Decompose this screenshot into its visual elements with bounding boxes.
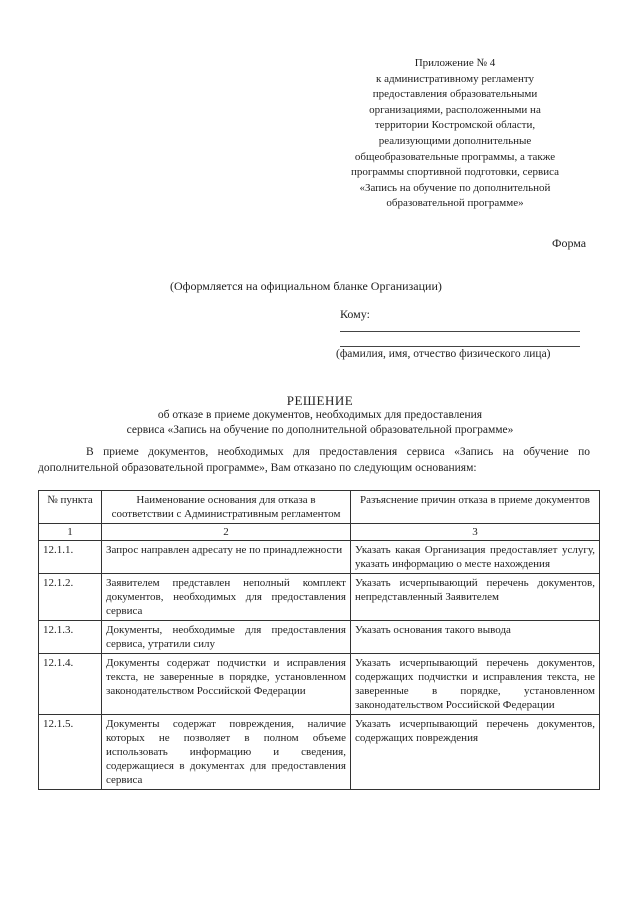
recipient-line [340, 331, 580, 332]
row-reason: Заявителем представлен неполный комплект документов, необходимых для предоставления сервиса [102, 574, 351, 621]
appendix-line: общеобразовательные программы, а также [354, 150, 556, 163]
row-explanation: Указать исчерпывающий перечень документов, содержащих повреждения [351, 715, 600, 790]
appendix-line: организациями, расположенными на [369, 103, 541, 116]
row-explanation: Указать исчерпывающий перечень документов, содержащих подчистки и исправления текста, не заверенные в порядке, установленном законодательством Российской Федерации [351, 654, 600, 715]
table-row [39, 654, 600, 715]
table-row [39, 621, 600, 654]
decision-title: РЕШЕНИЕ [286, 393, 354, 408]
index-cell: 2 [102, 524, 351, 541]
decision-subtitle [60, 408, 580, 438]
table-row [39, 715, 600, 790]
index-cell: 1 [39, 524, 102, 541]
appendix-line: территории Костромской области, [374, 119, 536, 132]
row-reason: Документы содержат подчистки и исправления текста, не заверенные в порядке, установленном законодательством Российской Федерации [102, 654, 351, 715]
appendix-line: реализующими дополнительные [378, 134, 532, 147]
header-explanation: Разъяснение причин отказа в приеме документов [351, 491, 600, 524]
recipient-line [340, 346, 580, 347]
table-header-row [39, 491, 600, 524]
appendix-line: к административному регламенту [376, 72, 534, 85]
row-reason: Документы, необходимые для предоставления сервиса, утратили силу [102, 621, 351, 654]
index-cell: 3 [351, 524, 600, 541]
row-number: 12.1.5. [39, 715, 102, 790]
row-explanation: Указать какая Организация предоставляет услугу, указать информацию о месте нахождения [351, 541, 600, 574]
recipient-label: Кому: [340, 307, 370, 321]
row-number: 12.1.2. [39, 574, 102, 621]
header-reason: Наименование основания для отказа в соответствии с Административным регламентом [102, 491, 351, 524]
appendix-line: Приложение № 4 [414, 57, 496, 69]
row-reason: Запрос направлен адресату не по принадлежности [102, 541, 351, 574]
blank-note: (Оформляется на официальном бланке Организации) [170, 279, 442, 293]
decision-subtitle-line: сервиса «Запись на обучение по дополнительной образовательной программе» [126, 424, 514, 436]
table-row [39, 541, 600, 574]
table-row [39, 574, 600, 621]
recipient-fio-hint: (фамилия, имя, отчество физического лица) [336, 348, 551, 360]
appendix-line: программы спортивной подготовки, сервиса [350, 166, 560, 179]
appendix-line: «Запись на обучение по дополнительной [359, 181, 551, 194]
row-number: 12.1.3. [39, 621, 102, 654]
row-reason: Документы содержат повреждения, наличие которых не позволяет в полном объеме использовать информацию и сведения, содержащиеся в документах для предоставления сервиса [102, 715, 351, 790]
form-label: Форма [552, 236, 587, 250]
appendix-line: образовательной программе» [386, 197, 524, 210]
intro-paragraph: В приеме документов, необходимых для предоставления сервиса «Запись на обучение по дополнительной образовательной программе», Вам отказано по следующим основаниям: [38, 446, 590, 474]
decision-subtitle-line: об отказе в приеме документов, необходимых для предоставления [157, 409, 483, 421]
row-explanation: Указать основания такого вывода [351, 621, 600, 654]
appendix-line: предоставления образовательными [372, 88, 538, 101]
appendix-header [340, 56, 570, 212]
row-number: 12.1.1. [39, 541, 102, 574]
row-explanation: Указать исчерпывающий перечень документов, непредставленный Заявителем [351, 574, 600, 621]
refusal-reasons-table [38, 490, 600, 790]
table-index-row [39, 524, 600, 541]
row-number: 12.1.4. [39, 654, 102, 715]
header-item-number: № пункта [39, 491, 102, 524]
